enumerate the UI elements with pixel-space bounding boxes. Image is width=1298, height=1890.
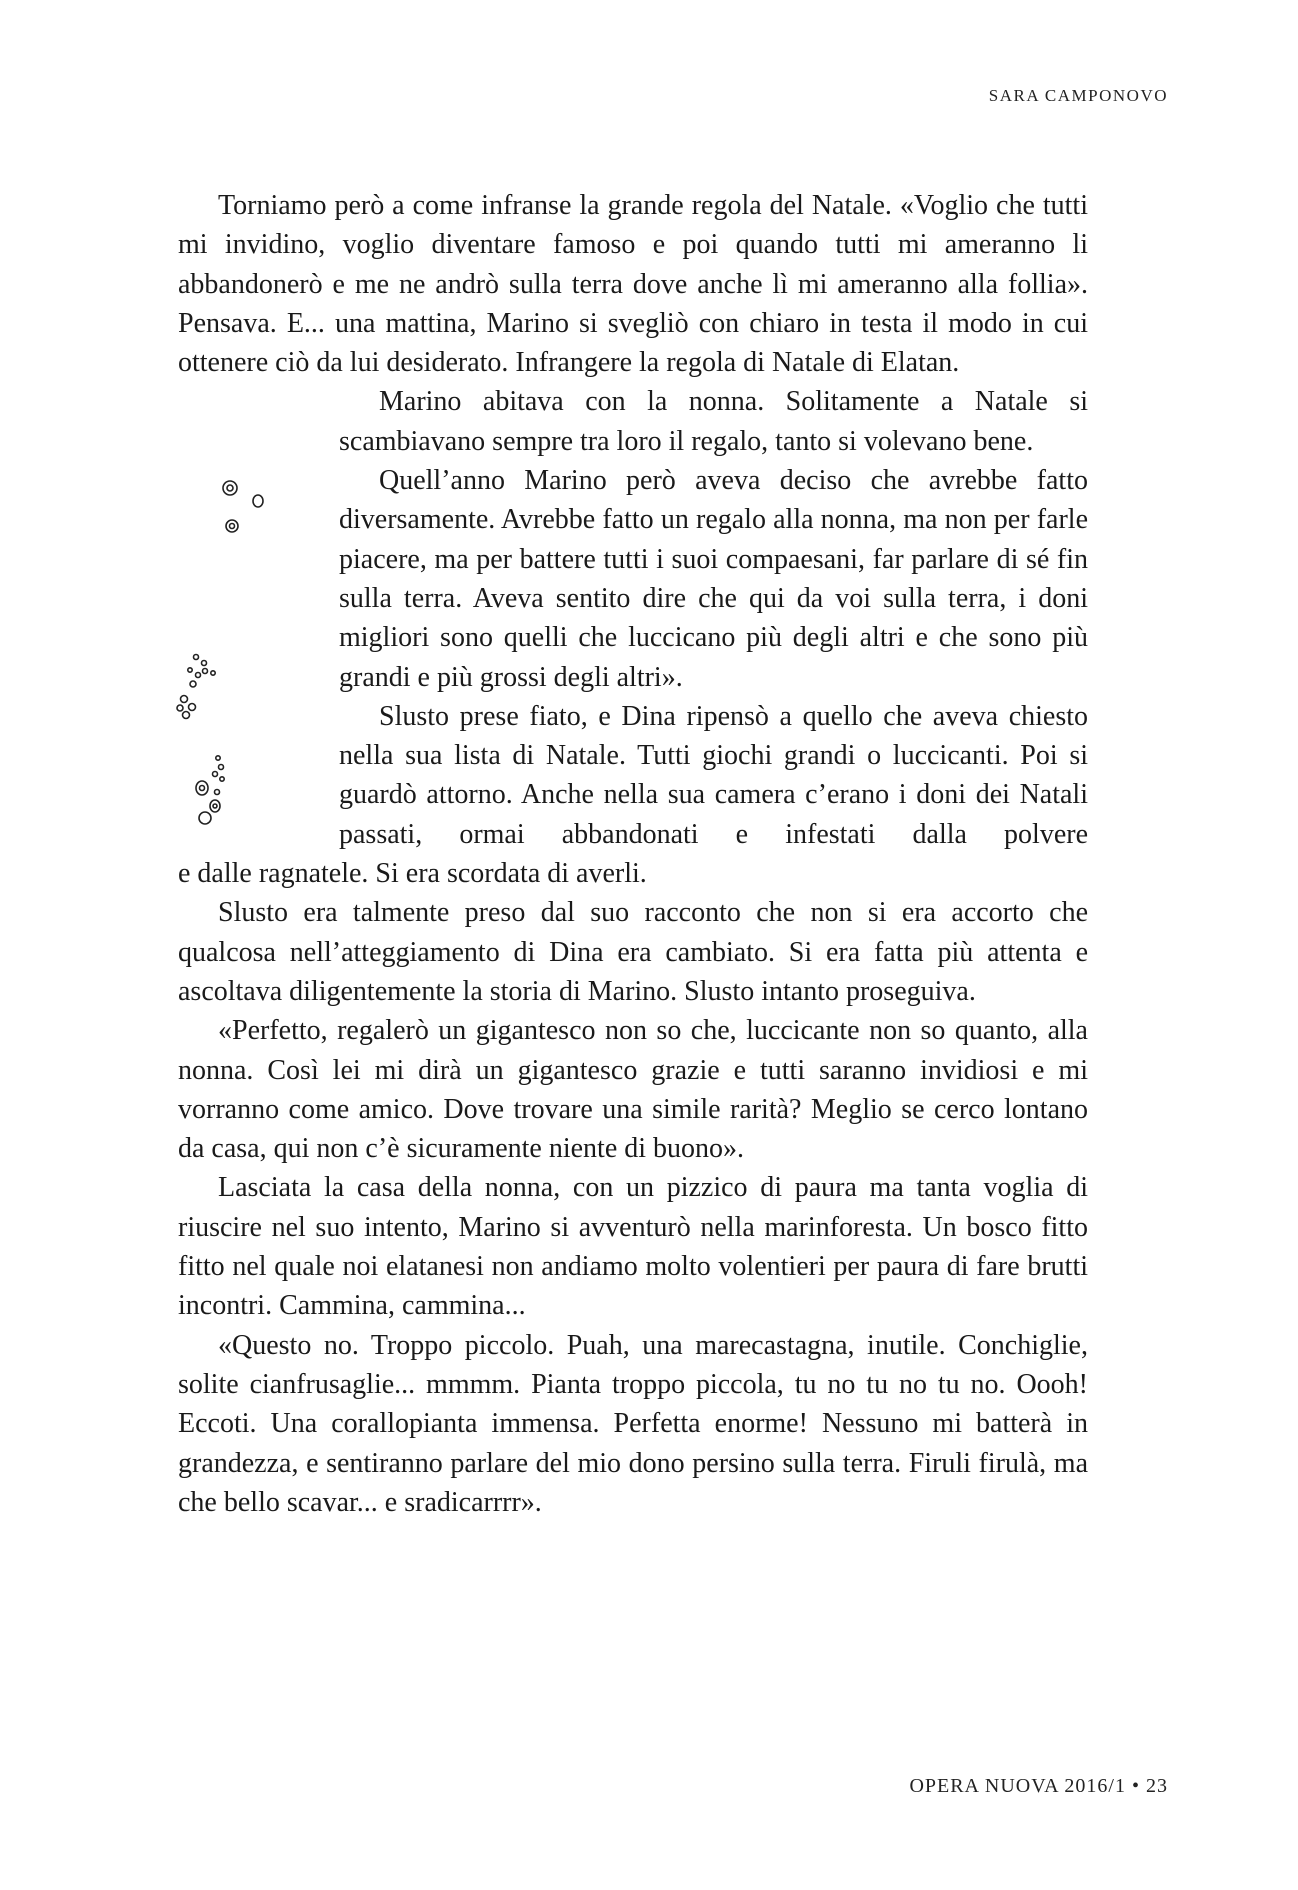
paragraph-continuation: e dalle ragnatele. Si era scordata di averli. xyxy=(178,858,647,890)
paragraph: «Perfetto, regalerò un gigantesco non so che, luccicante non so quanto, alla nonna. Così lei mi dirà un gigantesco grazie e tutti saranno invidiosi e mi vorranno come amico. Dove trovare una simile rarità? Meglio se cerco lontano da casa, qui non c’è sicuramente niente di buono». xyxy=(178,1015,1088,1165)
paragraph: Marino abitava con la nonna. Solitamente a Natale si scambiavano sempre tra loro il regalo, tanto si volevano bene. xyxy=(339,386,1088,457)
story-text xyxy=(178,186,1088,1522)
paragraph: «Questo no. Troppo piccolo. Puah, una marecastagna, inutile. Conchiglie, solite cianfrusaglie... mmmm. Pianta troppo piccola, tu no tu no tu no. Oooh! Eccoti. Una corallopianta immensa. Perfetta enorme! Nessuno mi batterà in grandezza, e sentiranno parlare del mio dono persino sulla terra. Firuli firulà, ma che bello scavar... e sradicarrrr». xyxy=(178,1329,1088,1518)
paragraph: Quell’anno Marino però aveva deciso che avrebbe fatto diversamente. Avrebbe fatto un regalo alla nonna, ma non per farle piacere, ma per battere tutti i suoi compaesani, far parlare di sé fin sulla terra. Aveva sentito dire che qui da voi sulla terra, i doni migliori sono quelli che luccicano più degli altri e che sono più grandi e più grossi degli altri». xyxy=(339,465,1088,693)
paragraph: Slusto prese fiato, e Dina ripensò a quello che aveva chiesto nella sua lista di Natale. Tutti giochi grandi o luccicanti. Poi si guardò attorno. Anche nella sua camera c’erano i doni dei Natali passati, ormai abbandonati e infestati dalla polvere xyxy=(339,700,1088,850)
paragraph: Lasciata la casa della nonna, con un pizzico di paura ma tanta voglia di riuscire nel suo intento, Marino si avventurò nella marinforesta. Un bosco fitto fitto nel quale noi elatanesi non andiamo molto volentieri per paura di fare brutti incontri. Cammina, cammina... xyxy=(178,1172,1088,1322)
folio-page-number: OPERA NUOVA 2016/1 • 23 xyxy=(909,1775,1168,1797)
running-head-author: SARA CAMPONOVO xyxy=(988,86,1168,105)
indented-section xyxy=(339,382,1088,854)
paragraph: Slusto era talmente preso dal suo racconto che non si era accorto che qualcosa nell’atteggiamento di Dina era cambiato. Si era fatta più attenta e ascoltava diligentemente la storia di Marino. Slusto intanto proseguiva. xyxy=(178,897,1088,1007)
paragraph: Torniamo però a come infranse la grande regola del Natale. «Voglio che tutti mi invidino, voglio diventare famoso e poi quando tutti mi ameranno li abbandonerò e me ne andrò sulla terra dove anche lì mi ameranno alla follia». Pensava. E... una mattina, Marino si svegliò con chiaro in testa il modo in cui ottenere ciò da lui desiderato. Infrangere la regola di Natale di Elatan. xyxy=(178,190,1088,379)
